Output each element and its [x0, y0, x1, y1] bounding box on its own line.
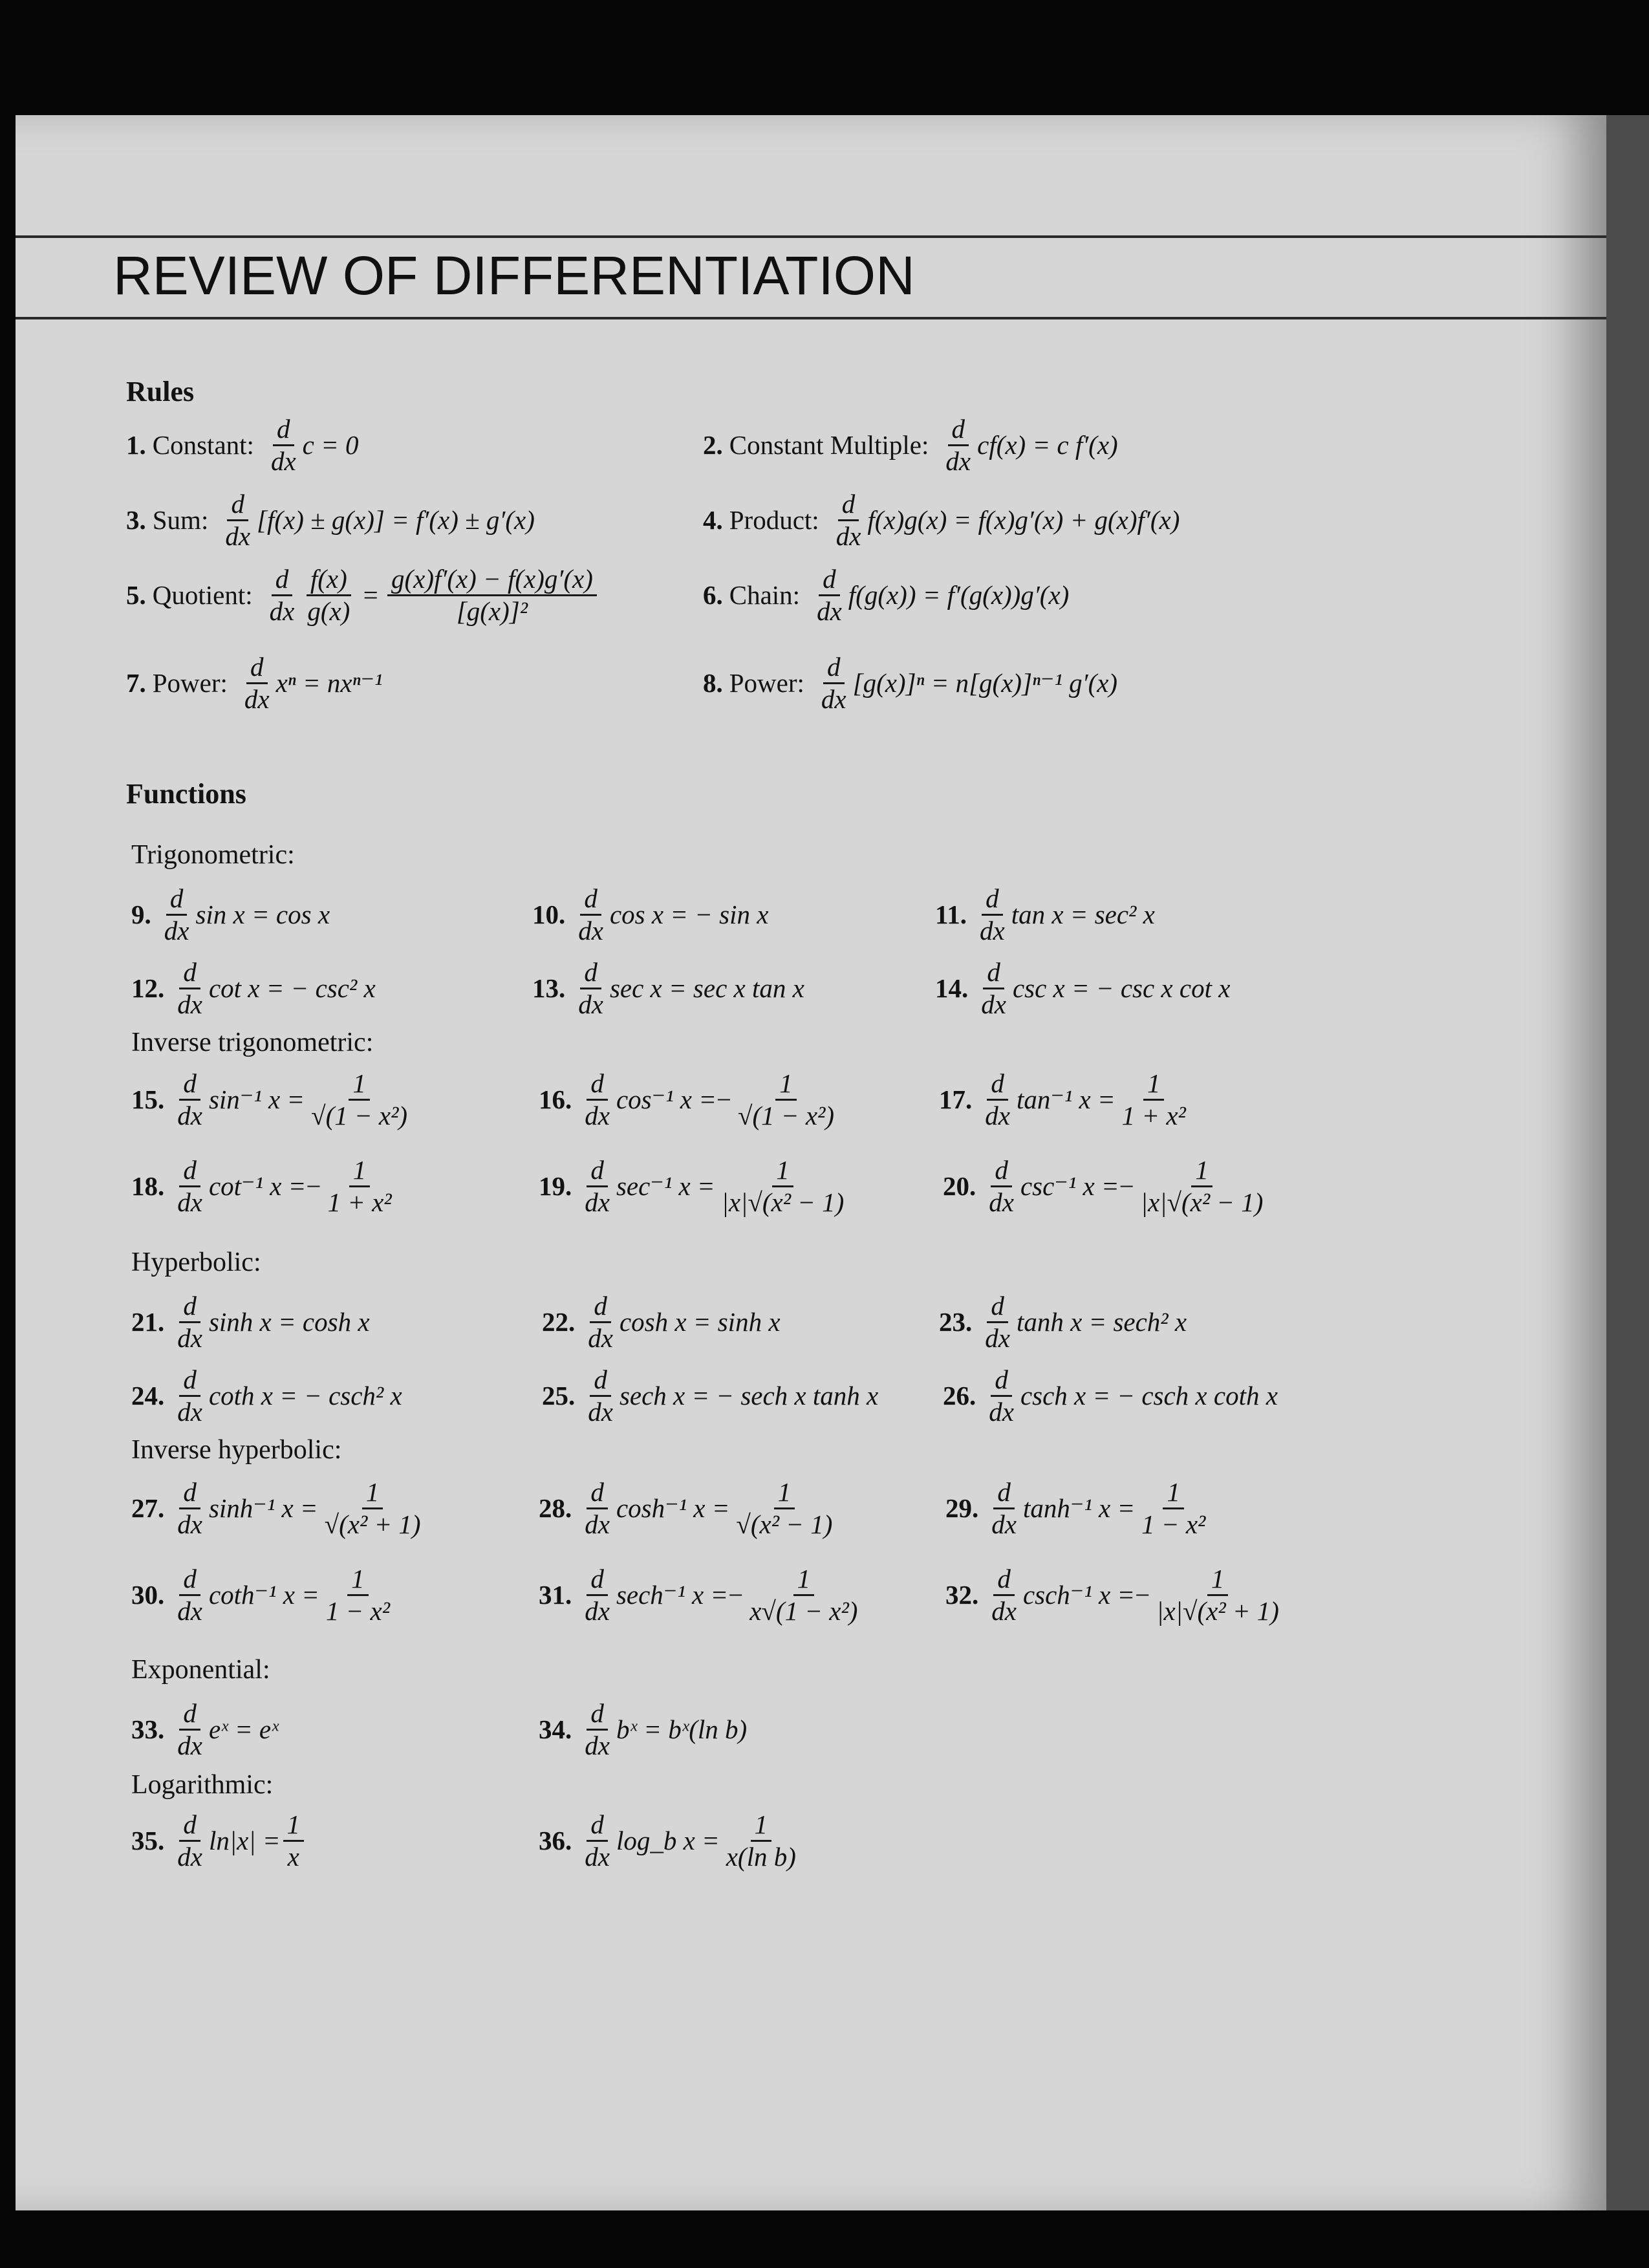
quotient-fraction: $\frac{f(x)}{g(x)}$: [307, 564, 350, 626]
rule-number: 5.: [126, 580, 146, 610]
rule-label: Constant Multiple:: [729, 430, 929, 460]
derivative-operator: $\frac{d}{dx}$: [821, 652, 846, 714]
rule-3: [126, 489, 535, 552]
derivative-operator: $\frac{d}{dx}$: [177, 1068, 202, 1130]
result-fraction: $\frac{1}{\text{1 − x²}}$: [1141, 1477, 1206, 1539]
formula-32: 32. $\frac{d}{dx}$ csch⁻¹ x = − $\frac{1}{\text{|x|√(x² + 1)}}$: [945, 1564, 1286, 1626]
derivative-operator: $\frac{d}{dx}$: [835, 489, 861, 551]
derivative-operator: $\frac{d}{dx}$: [177, 1564, 202, 1626]
subheading-logarithmic: Logarithmic:: [131, 1770, 274, 1800]
rule-1: [126, 414, 359, 477]
rule-expression: [f(x) ± g(x)] = f′(x) ± g′(x): [257, 505, 535, 535]
rule-6: [703, 564, 1069, 627]
derivative-operator: $\frac{d}{dx}$: [985, 1291, 1010, 1353]
formula-19: 19. $\frac{d}{dx}$ sec⁻¹ x = $\frac{1}{\text{|x|√(x² − 1)}}$: [539, 1155, 850, 1218]
rule-label: Power:: [729, 668, 804, 698]
result-fraction: $\frac{1}{\text{x√(1 − x²)}}$: [749, 1564, 858, 1626]
formula-18: 18. $\frac{d}{dx}$ cot⁻¹ x = − $\frac{1}{\text{1 + x²}}$: [131, 1155, 398, 1218]
formula-23: 23. $\frac{d}{dx}$ tanh x = sech² x: [939, 1291, 1187, 1353]
rule-number: 2.: [703, 430, 723, 460]
rule-7: [126, 652, 382, 715]
rule-number: 1.: [126, 430, 146, 460]
rule-expression: xⁿ = nxⁿ⁻¹: [275, 668, 383, 698]
rule-expression: [g(x)]ⁿ = n[g(x)]ⁿ⁻¹ g′(x): [852, 668, 1118, 698]
rule-expression: c = 0: [302, 430, 359, 460]
subheading-trigonometric: Trigonometric:: [131, 840, 295, 870]
derivative-operator: $\frac{d}{dx}$: [177, 1698, 202, 1760]
formula-25: 25. $\frac{d}{dx}$ sech x = − sech x tanh x: [542, 1365, 879, 1427]
rule-label: Power:: [152, 668, 228, 698]
derivative-operator: $\frac{d}{dx}$: [980, 883, 1005, 945]
rule-expression: cf(x) = c f′(x): [977, 430, 1118, 460]
formula-30: 30. $\frac{d}{dx}$ coth⁻¹ x = $\frac{1}{\text{1 − x²}}$: [131, 1564, 396, 1626]
formula-15: 15. $\frac{d}{dx}$ sin⁻¹ x = $\frac{1}{\text{√(1 − x²)}}$: [131, 1068, 414, 1131]
rule-label: Chain:: [729, 580, 801, 610]
formula-11: 11. $\frac{d}{dx}$ tan x = sec² x: [935, 883, 1155, 945]
quotient-result: $\frac{g(x)f'(x) - f(x)g'(x)}{\text{[g(x)]²}}$: [387, 564, 597, 627]
rule-4: [703, 489, 1180, 552]
derivative-operator: $\frac{d}{dx}$: [945, 414, 971, 476]
rule-expression: f(g(x)) = f′(g(x))g′(x): [848, 580, 1070, 610]
rule-number: 7.: [126, 668, 146, 698]
derivative-operator: $\frac{d}{dx}$: [177, 1477, 202, 1539]
result-fraction: $\frac{1}{\text{√(x² − 1)}}$: [736, 1477, 833, 1539]
derivative-operator: $\frac{d}{dx}$: [585, 1698, 610, 1760]
derivative-operator: $\frac{d}{dx}$: [588, 1291, 613, 1353]
formula-29: 29. $\frac{d}{dx}$ tanh⁻¹ x = $\frac{1}{\text{1 − x²}}$: [945, 1477, 1212, 1540]
derivative-operator: $\frac{d}{dx}$: [981, 957, 1006, 1019]
rule-number: 3.: [126, 505, 146, 535]
page-edge-shadow: [1606, 115, 1649, 2210]
derivative-operator: $\frac{d}{dx}$: [585, 1564, 610, 1626]
result-fraction: $\frac{1}{\text{√(x² + 1)}}$: [324, 1477, 421, 1539]
derivative-operator: $\frac{d}{dx}$: [578, 883, 603, 945]
title-rule-top: [16, 235, 1606, 238]
formula-31: 31. $\frac{d}{dx}$ sech⁻¹ x = − $\frac{1}{\text{x√(1 − x²)}}$: [539, 1564, 864, 1626]
derivative-operator: $\frac{d}{dx}$: [177, 957, 202, 1019]
subheading-exponential: Exponential:: [131, 1655, 270, 1685]
result-fraction: $\frac{1}{\text{√(1 − x²)}}$: [311, 1068, 408, 1130]
derivative-operator: $\frac{d}{dx}$: [164, 883, 189, 945]
subheading-hyperbolic: Hyperbolic:: [131, 1247, 261, 1277]
derivative-operator: $\frac{d}{dx}$: [985, 1068, 1010, 1130]
rule-number: 6.: [703, 580, 723, 610]
result-fraction: $\frac{1}{\text{√(1 − x²)}}$: [738, 1068, 834, 1130]
derivative-operator: $\frac{d}{dx}$: [991, 1564, 1017, 1626]
formula-35: 35. $\frac{d}{dx}$ ln|x| = $\frac{1}{x}$: [131, 1809, 307, 1872]
formula-13: 13. $\frac{d}{dx}$ sec x = sec x tan x: [532, 957, 804, 1019]
title-rule-bottom: [16, 317, 1606, 319]
derivative-operator: $\frac{d}{dx}$: [225, 489, 251, 551]
derivative-operator: $\frac{d}{dx}$: [177, 1291, 202, 1353]
rule-number: 4.: [703, 505, 723, 535]
formula-12: 12. $\frac{d}{dx}$ cot x = − csc² x: [131, 957, 376, 1019]
rules-heading: Rules: [126, 376, 195, 407]
formula-10: 10. $\frac{d}{dx}$ cos x = − sin x: [532, 883, 769, 945]
result-fraction: $\frac{1}{\text{1 + x²}}$: [1121, 1068, 1186, 1130]
derivative-operator: $\frac{d}{dx}$: [244, 652, 270, 714]
formula-22: 22. $\frac{d}{dx}$ cosh x = sinh x: [542, 1291, 781, 1353]
derivative-operator: $\frac{d}{dx}$: [269, 564, 295, 626]
subheading-inverse-trigonometric: Inverse trigonometric:: [131, 1028, 374, 1057]
rule-8: [703, 652, 1117, 715]
rule-label: Sum:: [152, 505, 209, 535]
formula-34: 34. $\frac{d}{dx}$ bˣ = bˣ(ln b): [539, 1698, 748, 1760]
derivative-operator: $\frac{d}{dx}$: [270, 414, 296, 476]
formula-20: 20. $\frac{d}{dx}$ csc⁻¹ x = − $\frac{1}{\text{|x|√(x² − 1)}}$: [943, 1155, 1269, 1218]
functions-heading: Functions: [126, 778, 246, 810]
rule-label: Quotient:: [152, 580, 253, 610]
rule-number: 8.: [703, 668, 723, 698]
result-fraction: $\frac{1}{\text{1 − x²}}$: [325, 1564, 391, 1626]
derivative-operator: $\frac{d}{dx}$: [991, 1477, 1017, 1539]
formula-36: 36. $\frac{d}{dx}$ log_b x = $\frac{1}{\text{x(ln b)}}$: [539, 1809, 803, 1872]
page-title: REVIEW OF DIFFERENTIATION: [113, 245, 915, 306]
derivative-operator: $\frac{d}{dx}$: [177, 1365, 202, 1427]
derivative-operator: $\frac{d}{dx}$: [989, 1365, 1014, 1427]
rule-5: 5. Quotient: $\frac{d}{dx}$ $\frac{f(x)}{g(x)}$ = $\frac{g(x)f'(x) - f(x)g'(x)}{\text{[g(x)]²}}$: [126, 564, 599, 627]
formula-26: 26. $\frac{d}{dx}$ csch x = − csch x coth x: [943, 1365, 1278, 1427]
result-fraction: $\frac{1}{x}$: [283, 1809, 305, 1872]
derivative-operator: $\frac{d}{dx}$: [585, 1068, 610, 1130]
result-fraction: $\frac{1}{\text{|x|√(x² − 1)}}$: [721, 1155, 845, 1217]
rule-expression: f(x)g(x) = f(x)g′(x) + g(x)f′(x): [867, 505, 1180, 535]
result-fraction: $\frac{1}{\text{x(ln b)}}$: [726, 1809, 796, 1872]
derivative-operator: $\frac{d}{dx}$: [585, 1477, 610, 1539]
rule-label: Constant:: [152, 430, 254, 460]
rule-label: Product:: [729, 505, 819, 535]
derivative-operator: $\frac{d}{dx}$: [177, 1155, 202, 1217]
result-fraction: $\frac{1}{\text{1 + x²}}$: [327, 1155, 392, 1217]
formula-28: 28. $\frac{d}{dx}$ cosh⁻¹ x = $\frac{1}{\text{√(x² − 1)}}$: [539, 1477, 839, 1540]
formula-14: 14. $\frac{d}{dx}$ csc x = − csc x cot x: [935, 957, 1231, 1019]
formula-16: 16. $\frac{d}{dx}$ cos⁻¹ x = − $\frac{1}{\text{√(1 − x²)}}$: [539, 1068, 841, 1131]
derivative-operator: $\frac{d}{dx}$: [989, 1155, 1014, 1217]
subheading-inverse-hyperbolic: Inverse hyperbolic:: [131, 1435, 342, 1465]
formula-17: 17. $\frac{d}{dx}$ tan⁻¹ x = $\frac{1}{\text{1 + x²}}$: [939, 1068, 1192, 1131]
formula-21: 21. $\frac{d}{dx}$ sinh x = cosh x: [131, 1291, 370, 1353]
derivative-operator: $\frac{d}{dx}$: [585, 1155, 610, 1217]
derivative-operator: $\frac{d}{dx}$: [177, 1809, 202, 1872]
derivative-operator: $\frac{d}{dx}$: [588, 1365, 613, 1427]
rule-2: [703, 414, 1118, 477]
formula-33: 33. $\frac{d}{dx}$ eˣ = eˣ: [131, 1698, 279, 1760]
formula-9: 9. $\frac{d}{dx}$ sin x = cos x: [131, 883, 330, 945]
derivative-operator: $\frac{d}{dx}$: [578, 957, 603, 1019]
derivative-operator: $\frac{d}{dx}$: [817, 564, 842, 626]
derivative-operator: $\frac{d}{dx}$: [585, 1809, 610, 1872]
formula-24: 24. $\frac{d}{dx}$ coth x = − csch² x: [131, 1365, 402, 1427]
result-fraction: $\frac{1}{\text{|x|√(x² − 1)}}$: [1140, 1155, 1264, 1217]
formula-27: 27. $\frac{d}{dx}$ sinh⁻¹ x = $\frac{1}{\text{√(x² + 1)}}$: [131, 1477, 427, 1540]
result-fraction: $\frac{1}{\text{|x|√(x² + 1)}}$: [1156, 1564, 1279, 1626]
